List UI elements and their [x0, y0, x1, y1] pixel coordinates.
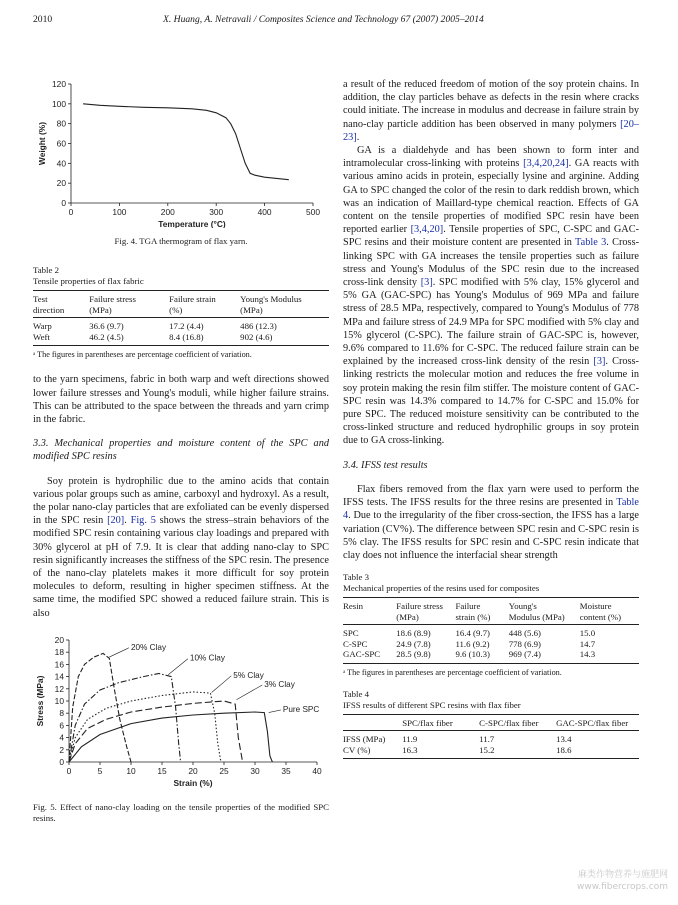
table-row	[343, 639, 639, 650]
paragraph: Soy protein is hydrophilic due to the amino acids that contain various polar groups such as amine, carboxyl and hydroxyl. As a result, the polar nano-clay particles that are exfoliated can be evenly dispersed in the SPC resin [20]. Fig. 5 shows the stress–strain behaviors of the modified SPC resin containing various clay loadings and prepared with 30% glycerol at pH of 7.9. It is clear that adding nano-clay to SPC resin significantly increases the stiffness of the SPC resin. The presence of the nano-clay platelets makes it more difficult for soy protein molecules to deform, resulting in higher specimen stiffness. At the same time, the modified SPC showed a reduced failure strain. This is also	[33, 475, 329, 619]
table-cell: 11.7	[479, 734, 495, 745]
x-tick-label: 10	[126, 765, 136, 776]
table-cell: 24.9 (7.8)	[396, 638, 431, 649]
table-2-note: ᵃ The figures in parentheses are percentage coefficient of variation.	[33, 350, 252, 360]
table-3-header-cell: Moisture	[580, 598, 639, 612]
paragraph: GA is a dialdehyde and has been shown to form inter and intramolecular cross-linking with proteins [3,4,20,24]. GA reacts with various amino acids in protein, especially lysine and arginine. Adding GA to SPC changed the color of the resin to dark reddish brown, which was an indication of Maillard-type chemical reaction. Effects of GA content on the tensile properties of modified SPC resin have been reported earlier [3,4,20]. Tensile properties of SPC, C-SPC and GAC-SPC resins and their moisture content are presented in Table 3. Cross-linking SPC with GA increases the tensile properties such as failure stress and Young's Modulus of the SPC resin due to the increased cross-link density [3]. SPC modified with 5% clay, 15% glycerol and 5% GA (GAC-SPC) has Young's Modulus of 969 MPa and failure stress of 28.5 MPa, respectively, compared to Young's Modulus of 778 MPa and failure stress of 24.9 MPa for SPC modified with 5% clay and 15% glycerol (C-SPC). The failure strain of GAC-SPC is, however, 9.6% compared to 11.6% for C-SPC. The reduced failure strain can be explained by the increased cross-link density of the resin [3]. Cross-linking restricts the molecular motion and reduces the free volume in soy protein making the resin film stiffer. The moisture content of GAC-SPC resin was 14.3% compared to 14.7% for C-SPC and 15.0% for pure SPC. The reduced moisture sensitivity can be contributed to the cross-linked structure and reduced hydrophilic groups in soy protein due to GA cross-linking.	[343, 145, 640, 447]
journal-header: X. Huang, A. Netravali / Composites Science and Technology 67 (2007) 2005–2014	[163, 14, 484, 25]
x-axis-title: Temperature (°C)	[158, 219, 226, 228]
table-cell: SPC	[343, 628, 359, 639]
table-2-header-cell: (%)	[169, 305, 240, 318]
table-4-header-cell: GAC-SPC/flax fiber	[556, 714, 639, 731]
y-tick-label: 16	[54, 659, 64, 670]
table-cell: 28.5 (9.8)	[396, 649, 455, 663]
table-link[interactable]: Table 3	[575, 237, 607, 249]
table-cell: 16.4 (9.7)	[455, 628, 490, 639]
figure-link[interactable]: Fig. 5	[130, 515, 156, 527]
y-tick-label: 20	[54, 635, 64, 645]
annotation-label: 3% Clay	[264, 679, 295, 689]
table-cell: 14.7	[579, 638, 596, 649]
table-cell: IFSS (MPa)	[343, 734, 386, 745]
table-2-header-cell: Test	[33, 291, 89, 305]
table-3-note: ᵃ The figures in parentheses are percentage coefficient of variation.	[343, 667, 562, 677]
table-cell: 36.6 (9.7)	[89, 321, 124, 332]
y-tick-label: 6	[59, 720, 64, 731]
left-column	[33, 78, 329, 824]
figure-5-caption: Fig. 5. Effect of nano-clay loading on the tensile properties of the modified SPC resins.	[33, 802, 329, 824]
right-column	[343, 78, 639, 759]
table-4-header-cell	[343, 714, 402, 731]
reference-link[interactable]: [3,4,20,24]	[523, 158, 569, 170]
table-cell: 14.3	[580, 649, 639, 663]
table-cell: 902 (4.6)	[240, 332, 329, 346]
table-2	[33, 290, 329, 346]
section-heading-3-4: 3.4. IFSS test results	[343, 459, 428, 471]
y-tick-label: 4	[59, 732, 64, 743]
annotation-leader	[109, 648, 129, 657]
tga-chart	[33, 78, 329, 228]
table-cell: CV (%)	[343, 745, 402, 759]
y-tick-label: 14	[54, 671, 64, 682]
table-3-header-cell: (MPa)	[396, 612, 455, 625]
figure-5	[33, 636, 329, 824]
table-cell: Weft	[33, 332, 89, 346]
series-line-20-clay	[69, 653, 131, 762]
table-4-header-cell: SPC/flax fiber	[402, 714, 479, 731]
table-2-header-cell: (MPa)	[89, 305, 169, 318]
x-tick-label: 35	[281, 765, 291, 776]
table-row	[343, 731, 639, 745]
x-tick-label: 400	[257, 207, 272, 217]
table-3-header-cell: Young's	[509, 598, 580, 612]
table-3-header-cell: Failure	[455, 598, 508, 612]
table-3-header-cell	[343, 612, 396, 625]
y-tick-label: 0	[59, 756, 64, 767]
series-line	[83, 104, 289, 180]
y-tick-label: 100	[52, 98, 66, 109]
annotation-label: Pure SPC	[282, 704, 320, 714]
reference-link[interactable]: [3]	[593, 356, 606, 368]
annotation-label: 20% Clay	[131, 642, 167, 652]
table-2-header-cell: Failure stress	[89, 291, 169, 305]
reference-link[interactable]: [3]	[420, 277, 433, 289]
table-2-label: Table 2	[33, 265, 60, 276]
y-tick-label: 18	[54, 647, 64, 658]
x-tick-label: 0	[66, 765, 72, 776]
table-cell: 15.2	[479, 745, 556, 759]
x-tick-label: 25	[219, 765, 229, 776]
table-3-label: Table 3	[343, 572, 370, 583]
x-tick-label: 30	[250, 765, 260, 776]
table-cell: 9.6 (10.3)	[455, 649, 508, 663]
y-tick-label: 120	[52, 79, 66, 89]
y-tick-label: 60	[56, 138, 66, 149]
table-cell: 448 (5.6)	[508, 628, 541, 639]
table-cell: 46.2 (4.5)	[89, 332, 169, 346]
reference-link[interactable]: [3,4,20]	[410, 224, 444, 236]
annotation-label: 10% Clay	[189, 653, 225, 663]
reference-link[interactable]: [20]	[107, 515, 125, 527]
x-tick-label: 100	[112, 207, 127, 217]
annotation-leader	[168, 659, 188, 675]
annotation-leader	[236, 685, 262, 700]
x-tick-label: 500	[306, 207, 320, 217]
table-3-title: Mechanical properties of the resins used for composites	[343, 583, 540, 594]
table-cell: C-SPC	[343, 638, 368, 649]
y-tick-label: 20	[56, 178, 66, 189]
paragraph: a result of the reduced freedom of motion of the soy protein chains. In addition, the clay particles behave as defects in the resin where cracks could initiate. The increase in modulus and decrease in failure strain by nano-clay particle addition has been observed in many polymers [20–23].	[343, 79, 639, 143]
table-2-header-cell: (MPa)	[240, 305, 329, 318]
table-cell: GAC-SPC	[343, 649, 396, 663]
table-row	[343, 649, 639, 663]
x-axis-title: Strain (%)	[173, 777, 213, 788]
table-cell: 11.6 (9.2)	[455, 638, 490, 649]
y-tick-label: 12	[54, 683, 64, 694]
annotation-leader	[212, 676, 232, 693]
table-cell: 18.6	[556, 745, 639, 759]
x-tick-label: 0	[68, 207, 74, 217]
annotation-label: 5% Clay	[233, 670, 264, 680]
paragraph: Flax fibers removed from the flax yarn were used to perform the IFSS tests. The IFSS results for the three resins are presented in Table 4. Due to the irregularity of the fiber cross-section, the IFSS has a large variation (CV%). The difference between SPC resin and C-SPC resin is 5% clay. The IFSS results for SPC resin and C-SPC resin indicate that clay does not influence the interfacial shear strength	[343, 483, 639, 561]
table-3-header-cell: Modulus (MPa)	[509, 612, 580, 625]
table-4-title: IFSS results of different SPC resins with flax fiber	[343, 699, 521, 710]
table-4-label: Table 4	[343, 688, 370, 699]
table-3-header-cell: strain (%)	[455, 612, 508, 625]
section-heading-3-3: 3.3. Mechanical properties and moisture content of the SPC and modified SPC resins	[33, 438, 329, 463]
x-tick-label: 20	[188, 765, 198, 776]
table-cell: 18.6 (8.9)	[396, 628, 431, 639]
table-link[interactable]: Table 4	[343, 497, 639, 522]
y-tick-label: 40	[56, 158, 66, 169]
y-tick-label: 80	[56, 118, 66, 129]
paragraph: to the yarn specimens, fabric in both warp and weft directions showed lower failure stresses and Young's moduli, while higher failure strains. This can be attributed to the space between the threads and yarn crimp in the fabric.	[33, 374, 329, 426]
table-cell: 8.4 (16.8)	[169, 332, 240, 346]
page-number: 2010	[33, 14, 53, 25]
annotation-leader	[269, 710, 281, 713]
table-3-header-cell: content (%)	[580, 612, 639, 625]
y-tick-label: 2	[59, 744, 64, 755]
table-2-header-cell: Failure strain	[169, 291, 240, 305]
series-line-pure-spc	[69, 712, 272, 762]
x-tick-label: 300	[209, 207, 224, 217]
table-cell: 11.9	[402, 734, 418, 745]
table-cell: 17.2 (4.4)	[169, 321, 204, 332]
table-3-header-cell: Failure stress	[396, 598, 455, 612]
x-tick-label: 200	[160, 207, 175, 217]
x-tick-label: 5	[97, 765, 103, 776]
x-tick-label: 15	[157, 765, 167, 776]
table-cell: 778 (6.9)	[508, 638, 541, 649]
reference-link[interactable]: [20–23]	[343, 118, 639, 143]
table-cell: 969 (7.4)	[509, 649, 580, 663]
y-tick-label: 0	[61, 198, 66, 208]
watermark: 麻类作物营养与施肥网 www.fibercrops.com	[577, 870, 668, 892]
table-3-header-cell: Resin	[343, 598, 396, 612]
table-cell: 13.4	[556, 734, 572, 745]
table-2-header-cell: direction	[33, 305, 89, 318]
table-2-title: Tensile properties of flax fabric	[33, 276, 144, 287]
stress-strain-chart	[33, 636, 329, 794]
table-4-header-cell: C-SPC/flax fiber	[479, 714, 556, 731]
table-2-header-cell: Young's Modulus	[240, 291, 329, 305]
figure-4-caption: Fig. 4. TGA thermogram of flax yarn.	[114, 236, 248, 247]
y-axis-title: Weight (%)	[37, 121, 47, 166]
table-cell: 16.3	[402, 745, 479, 759]
table-cell: Warp	[33, 321, 52, 332]
table-4	[343, 714, 639, 760]
table-cell: 15.0	[579, 628, 596, 639]
y-tick-label: 10	[54, 695, 64, 706]
table-row	[33, 332, 329, 346]
y-tick-label: 8	[59, 708, 64, 719]
x-tick-label: 40	[312, 765, 322, 776]
table-row	[33, 318, 329, 332]
figure-4	[33, 78, 329, 247]
table-row	[343, 745, 639, 759]
table-row	[343, 625, 639, 639]
y-axis-title: Stress (MPa)	[35, 675, 45, 727]
table-3	[343, 597, 639, 664]
table-cell: 486 (12.3)	[240, 321, 277, 332]
